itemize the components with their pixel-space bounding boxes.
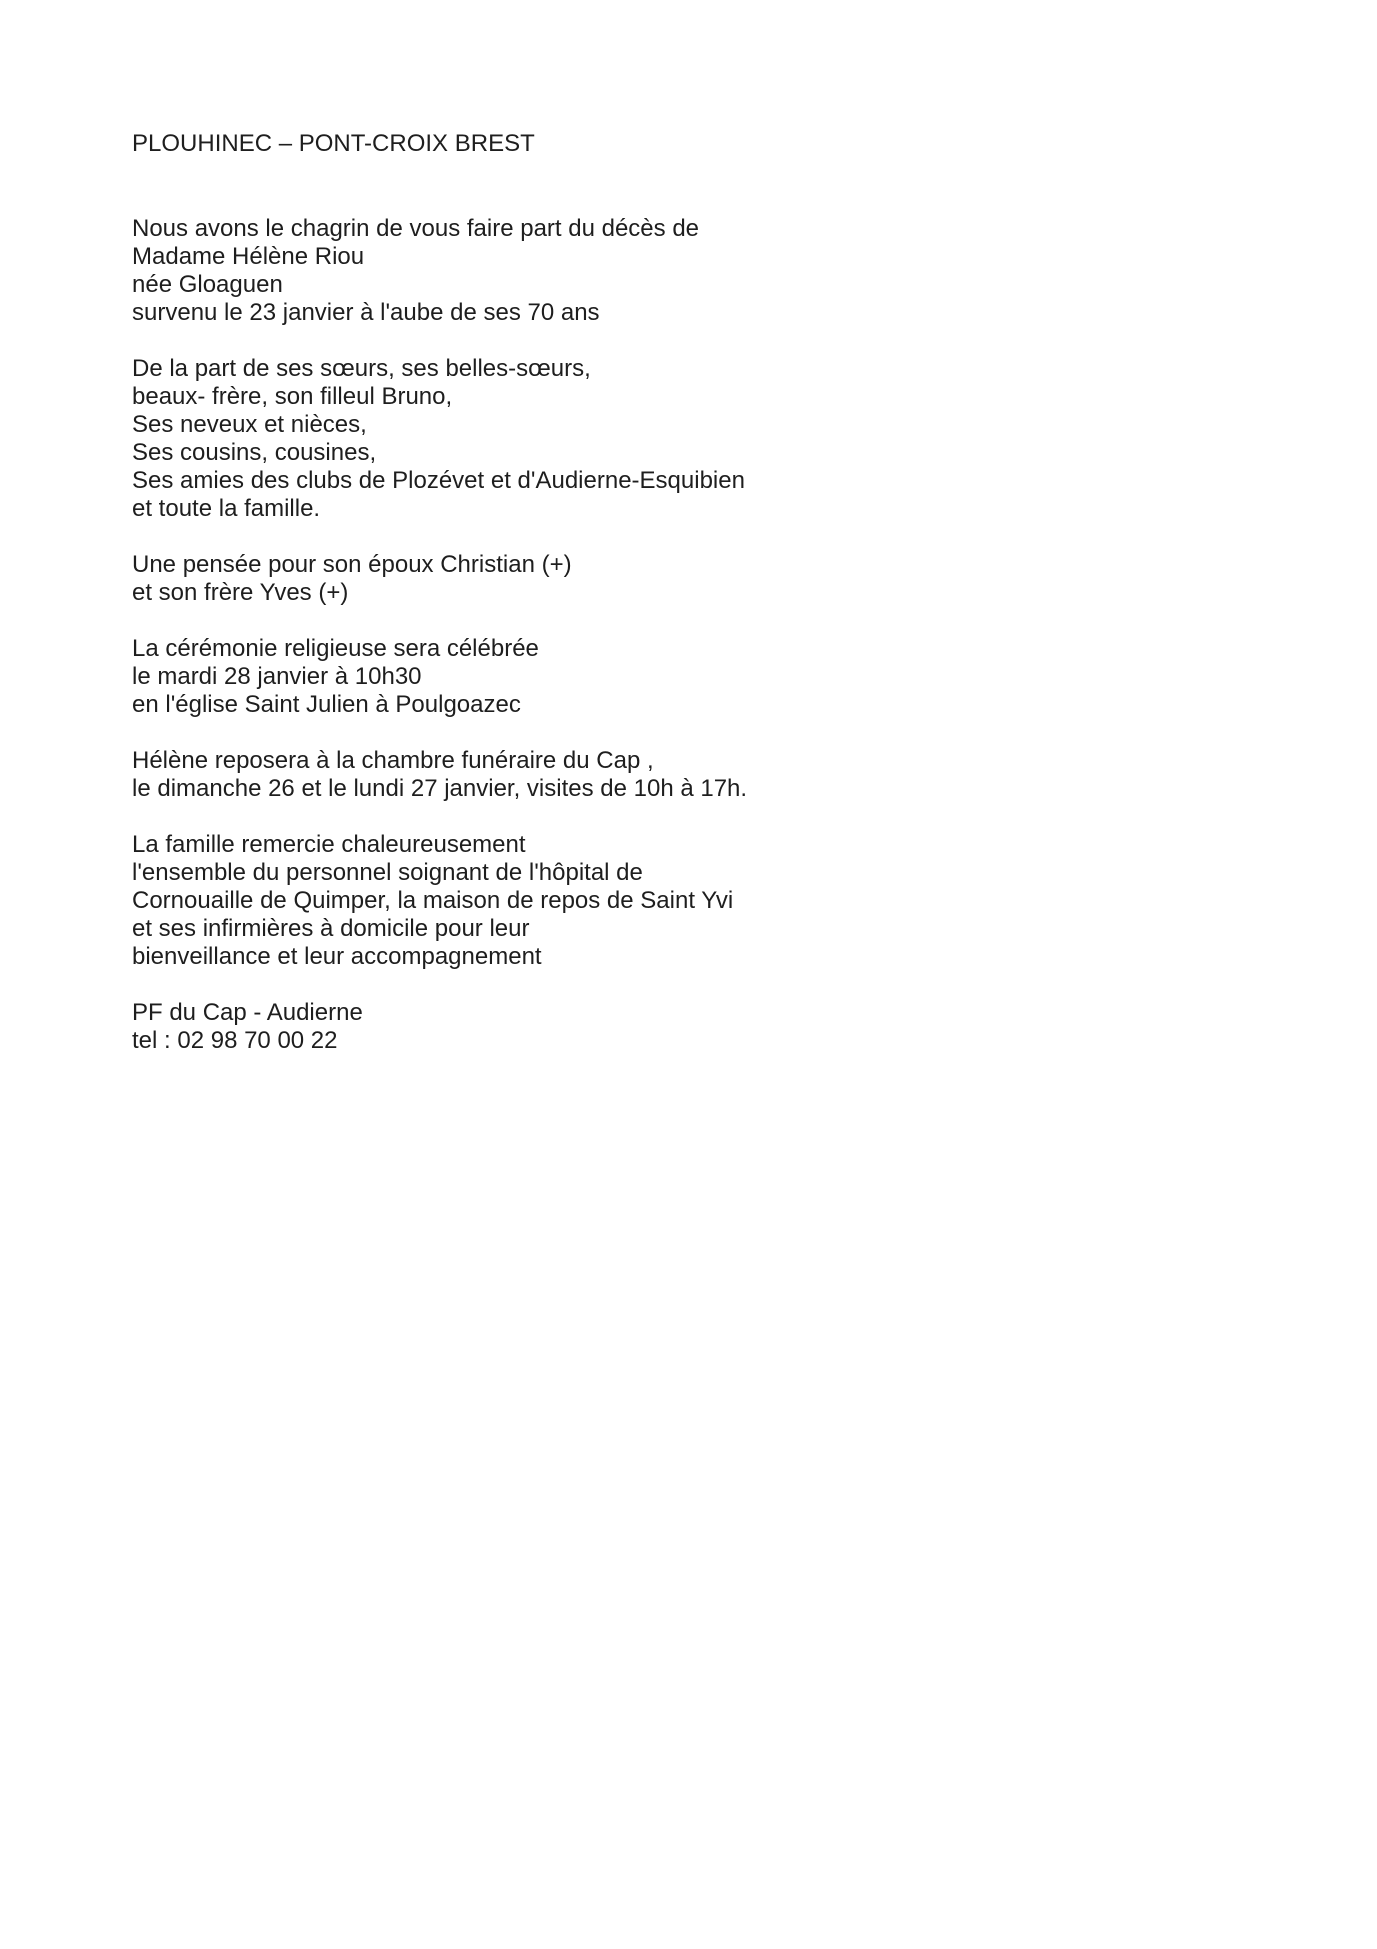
remembrance-paragraph (132, 551, 1232, 607)
text-line: Ses amies des clubs de Plozévet et d'Audierne-Esquibien (132, 467, 745, 494)
location-header: PLOUHINEC – PONT-CROIX BREST (132, 130, 535, 157)
ceremony-paragraph (132, 635, 1232, 719)
thanks-paragraph (132, 831, 1232, 971)
visitation-paragraph (132, 747, 1232, 803)
funeral-home-contact (132, 999, 1232, 1055)
text-line: De la part de ses sœurs, ses belles-sœurs, (132, 355, 591, 382)
ceremony-date: le mardi 28 janvier à 10h30 (132, 663, 422, 690)
deceased-name: Madame Hélène Riou (132, 243, 365, 270)
announcement-paragraph (132, 215, 1232, 327)
text-line: et son frère Yves (+) (132, 579, 349, 606)
text-line: bienveillance et leur accompagnement (132, 943, 542, 970)
text-line: Ses neveux et nièces, (132, 411, 367, 438)
text-line: Ses cousins, cousines, (132, 439, 377, 466)
visitation-hours: le dimanche 26 et le lundi 27 janvier, visites de 10h à 17h. (132, 775, 748, 802)
text-line: beaux- frère, son filleul Bruno, (132, 383, 453, 410)
text-line: et ses infirmières à domicile pour leur (132, 915, 530, 942)
phone-number: tel : 02 98 70 00 22 (132, 1027, 338, 1054)
text-line: et toute la famille. (132, 495, 321, 522)
funeral-home-name: PF du Cap - Audierne (132, 999, 363, 1026)
maiden-name: née Gloaguen (132, 271, 283, 298)
text-line: Nous avons le chagrin de vous faire part du décès de (132, 215, 700, 242)
text-line: Hélène reposera à la chambre funéraire du Cap , (132, 747, 654, 774)
text-line: Une pensée pour son époux Christian (+) (132, 551, 572, 578)
text-line: Cornouaille de Quimper, la maison de repos de Saint Yvi (132, 887, 734, 914)
text-line: survenu le 23 janvier à l'aube de ses 70 ans (132, 299, 600, 326)
family-paragraph (132, 355, 1232, 523)
ceremony-location: en l'église Saint Julien à Poulgoazec (132, 691, 521, 718)
text-line: l'ensemble du personnel soignant de l'hôpital de (132, 859, 643, 886)
text-line: La cérémonie religieuse sera célébrée (132, 635, 539, 662)
notice-body (132, 215, 1232, 1083)
text-line: La famille remercie chaleureusement (132, 831, 526, 858)
